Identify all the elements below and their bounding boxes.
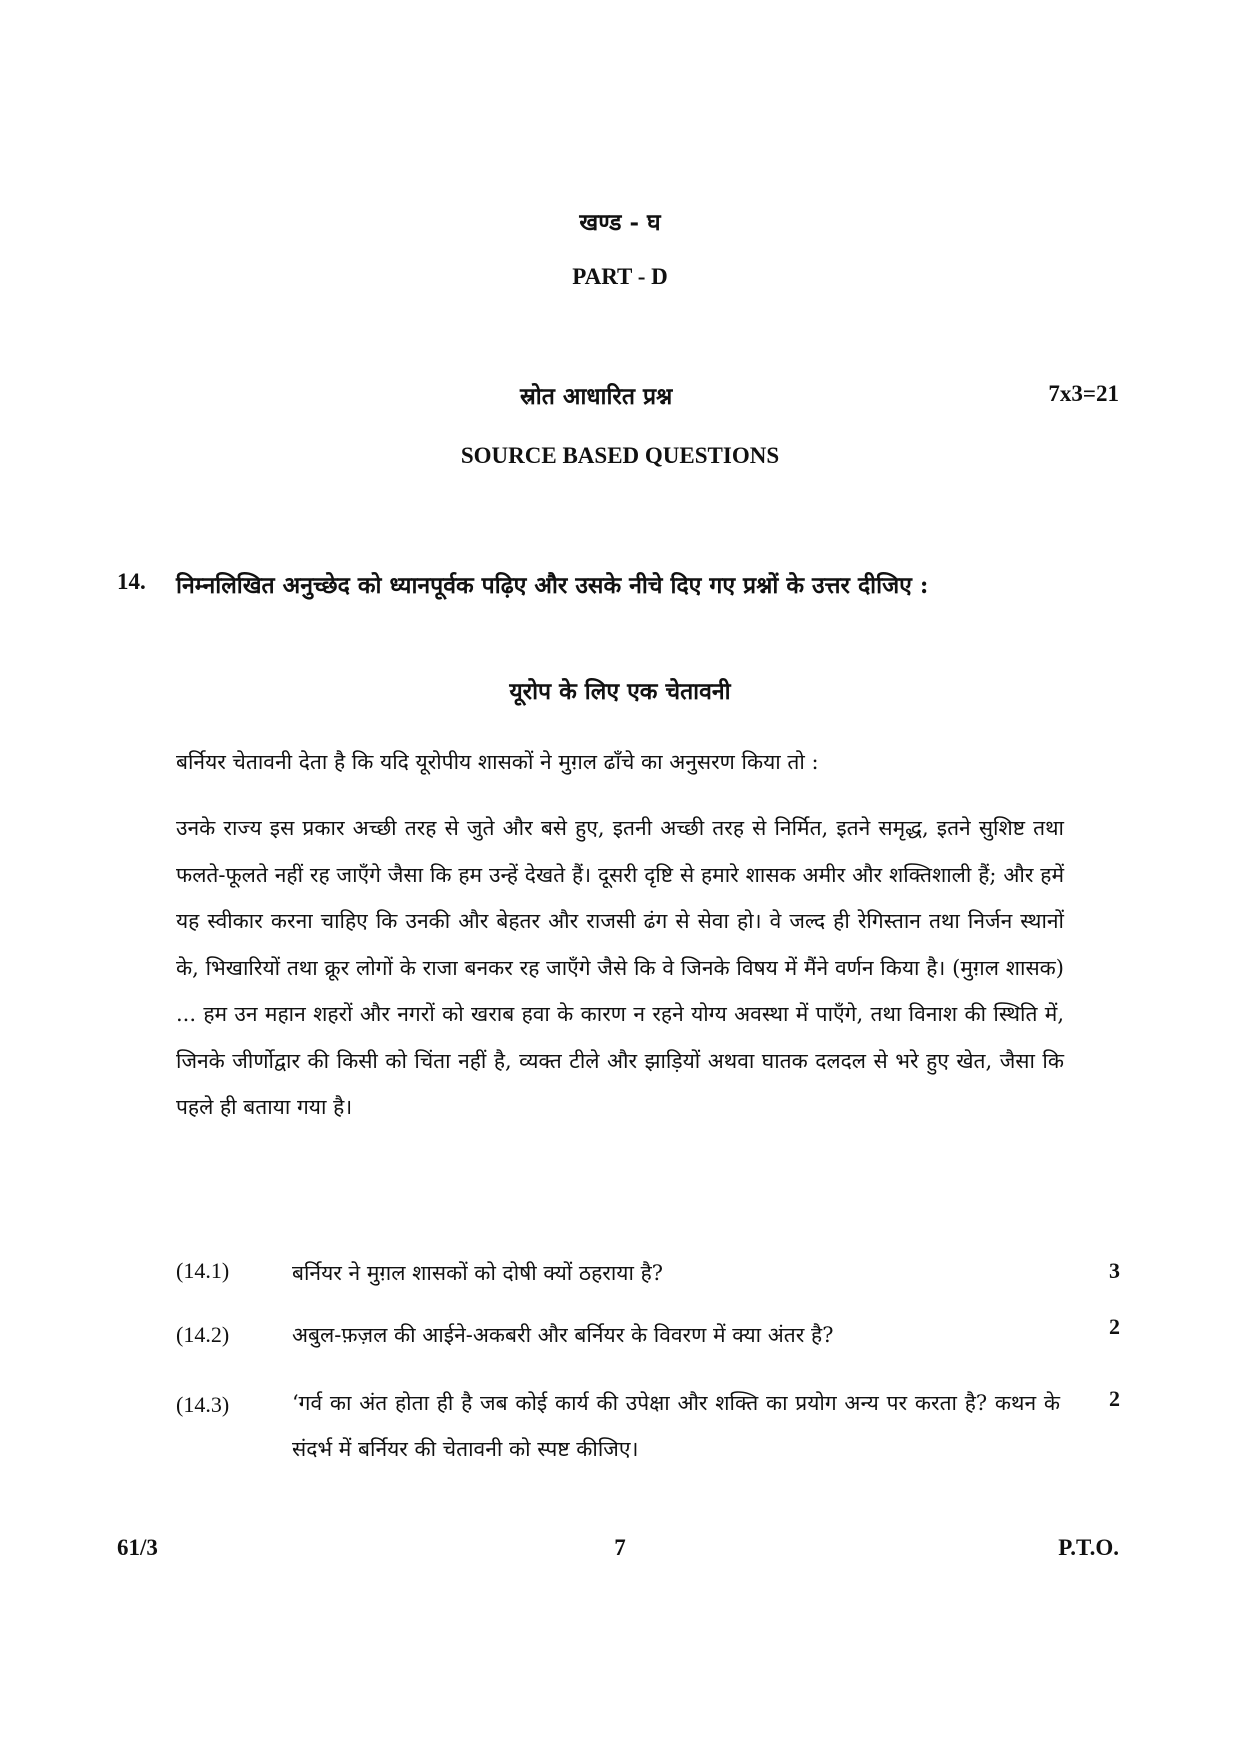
sub-question-number: (14.3) bbox=[176, 1392, 230, 1417]
page-number: 7 bbox=[614, 1535, 626, 1560]
sub-question-text: अबुल-फ़ज़ल की आईने-अकबरी और बर्नियर के विवरण में क्या अंतर है? bbox=[292, 1323, 834, 1347]
sub-question-text: ‘गर्व का अंत होता ही है जब कोई कार्य की उपेक्षा और शक्ति का प्रयोग अन्य पर करता है? कथन के संदर्भ में बर्नियर की चेतावनी को स्पष्ट कीजिए। bbox=[292, 1391, 1060, 1461]
please-turn-over: P.T.O. bbox=[1058, 1535, 1119, 1560]
section-heading-english: SOURCE BASED QUESTIONS bbox=[460, 443, 780, 468]
paper-code: 61/3 bbox=[117, 1535, 158, 1560]
passage-body: उनके राज्य इस प्रकार अच्छी तरह से जुते और बसे हुए, इतनी अच्छी तरह से निर्मित, इतने समृद्ध, इतने सुशिष्ट तथा फलते-फूलते नहीं रह जाएँगे जैसा कि हम उन्हें देखते हैं। दूसरी दृष्टि से हमारे शासक अमीर और शक्तिशाली हैं; और हमें यह स्वीकार करना चाहिए कि उनकी और बेहतर और राजसी ढंग से सेवा हो। वे जल्द ही रेगिस्तान तथा निर्जन स्थानों के, भिखारियों तथा क्रूर लोगों के राजा बनकर रह जाएँगे जैसे कि वे जिनके विषय में मैंने वर्णन किया है। (मुग़ल शासक) ... हम उन महान शहरों और नगरों को खराब हवा के कारण न रहने योग्य अवस्था में पाएँगे, तथा विनाश की स्थिति में, जिनके जीर्णोद्वार की किसी को चिंता नहीं है, व्यक्त टीले और झाड़ियों अथवा घातक दलदल से भरे हुए खेत, जैसा कि पहले ही बताया गया है। bbox=[176, 816, 1064, 1119]
section-heading-hindi: स्रोत आधारित प्रश्न bbox=[520, 383, 673, 410]
question-instruction: निम्नलिखित अनुच्छेद को ध्यानपूर्वक पढ़िए और उसके नीचे दिए गए प्रश्नों के उत्तर दीजिए : bbox=[176, 572, 929, 599]
passage-intro: बर्नियर चेतावनी देता है कि यदि यूरोपीय शासकों ने मुग़ल ढाँचे का अनुसरण किया तो : bbox=[176, 750, 819, 774]
sub-question-number: (14.2) bbox=[176, 1322, 230, 1347]
sub-question-marks: 2 bbox=[1109, 1386, 1120, 1411]
section-marks: 7x3=21 bbox=[1048, 381, 1119, 406]
sub-question-marks: 2 bbox=[1109, 1314, 1120, 1339]
part-heading-hindi: खण्ड - घ bbox=[579, 209, 661, 236]
sub-question-marks: 3 bbox=[1109, 1258, 1120, 1283]
sub-question-text: बर्नियर ने मुग़ल शासकों को दोषी क्यों ठहराया है? bbox=[292, 1261, 664, 1285]
sub-question-number: (14.1) bbox=[176, 1258, 230, 1283]
part-heading-english: PART - D bbox=[572, 264, 668, 289]
question-number: 14. bbox=[117, 569, 146, 594]
passage-title: यूरोप के लिए एक चेतावनी bbox=[509, 678, 731, 705]
